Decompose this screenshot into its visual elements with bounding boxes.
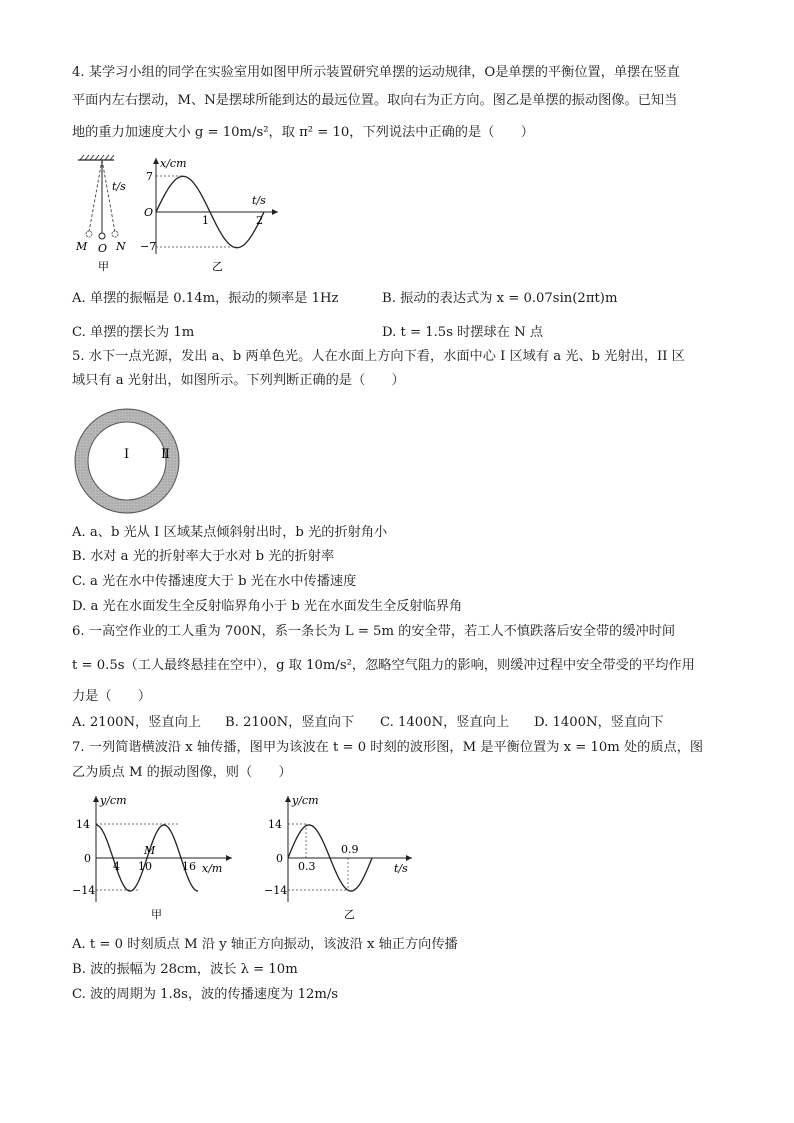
q6-stem-line1: 6. 一高空作业的工人重为 700N，系一条长为 L = 5m 的安全带，若工人不慎跌落后安全带的缓冲时间 [72,624,676,639]
q7-figure-vibration-graph [262,790,422,926]
q5-figure-light-regions [72,406,182,516]
xtick-1: 1 [202,214,209,227]
q5-option-b[interactable]: B. 水对 a 光的折射率大于水对 b 光的折射率 [72,549,335,564]
x-axis-label: t/s [252,194,266,207]
q5-option-a[interactable]: A. a、b 光从 I 区域某点倾斜射出时，b 光的折射角小 [72,525,388,540]
label-region-1: I [124,447,130,462]
q7-stem-line1: 7. 一列简谐横波沿 x 轴传播，图甲为该波在 t = 0 时刻的波形图，M 是平衡位置为 x = 10m 处的质点，图 [72,740,704,755]
xtick-2: 2 [256,214,263,227]
q6-stem-line3: 力是（ ） [72,689,152,704]
label-N: N [116,240,126,253]
ceiling-hatching [80,155,114,160]
y-axis-label: y/cm [100,794,127,807]
q4-stem-line2: 平面内左右摆动，M、N是摆球所能到达的最远位置。取向右为正方向。图乙是单摆的振动图像。已知当 [72,93,678,108]
q4-option-d[interactable]: D. t = 1.5s 时摆球在 N 点 [382,325,544,340]
y-axis-label: y/cm [292,794,319,807]
q4-option-b[interactable]: B. 振动的表达式为 x = 0.07sin(2πt)m [382,291,618,306]
ytick-14: 14 [268,818,282,831]
ytick-7: 7 [146,170,153,183]
q6-option-d[interactable]: D. 1400N，竖直向下 [534,715,664,730]
x-axis-arrow [272,209,278,215]
y-axis-arrow [285,796,291,802]
label-t: t/s [112,180,126,193]
ytick-neg14: −14 [264,884,288,897]
q7-stem-line2: 乙为质点 M 的振动图像，则（ ） [72,765,292,780]
ytick-neg14: −14 [72,884,96,897]
xtick-0-9: 0.9 [341,843,359,856]
q4-option-c[interactable]: C. 单摆的摆长为 1m [72,325,195,340]
q4-option-a[interactable]: A. 单摆的振幅是 0.14m，振动的频率是 1Hz [72,291,339,306]
q7-option-b[interactable]: B. 波的振幅为 28cm，波长 λ = 10m [72,962,298,977]
label-O: O [98,242,108,255]
q5-stem-line1: 5. 水下一点光源，发出 a、b 两单色光。人在水面上方向下看，水面中心 I 区域有 a 光、b 光射出，II 区 [72,349,685,364]
q5-stem-line2: 域只有 a 光射出，如图所示。下列判断正确的是（ ） [72,373,405,388]
x-axis-label: t/s [394,862,408,875]
q6-stem-line2: t = 0.5s（工人最终悬挂在空中），g 取 10m/s²，忽略空气阻力的影响，则缓冲过程中安全带受的平均作用 [72,658,695,673]
label-M: M [76,240,88,253]
string-left [89,160,102,232]
string-right [102,160,115,232]
origin-label: 0 [84,852,91,865]
x-axis-label: x/m [202,862,223,875]
q5-option-c[interactable]: C. a 光在水中传播速度大于 b 光在水中传播速度 [72,574,357,589]
xtick-10: 10 [138,860,152,873]
q6-option-b[interactable]: B. 2100N，竖直向下 [225,715,355,730]
xtick-4: 4 [113,860,120,873]
q4-stem-line1: 4. 某学习小组的同学在实验室用如图甲所示装置研究单摆的运动规律，O是单摆的平衡位置，单摆在竖直 [72,65,680,80]
caption-jia: 甲 [98,260,109,273]
y-axis-arrow [93,796,99,802]
ytick-neg7: −7 [140,240,157,253]
xtick-0-3: 0.3 [298,860,316,873]
q7-option-c[interactable]: C. 波的周期为 1.8s，波的传播速度为 12m/s [72,987,339,1002]
q4-figure-pendulum [72,154,148,274]
y-axis-label: x/cm [160,157,187,170]
caption-yi: 乙 [344,908,355,921]
q7-option-a[interactable]: A. t = 0 时刻质点 M 沿 y 轴正方向振动，该波沿 x 轴正方向传播 [72,937,458,952]
x-axis-arrow [406,855,412,861]
x-axis-arrow [226,855,232,861]
bob-M [86,231,92,237]
y-axis-arrow [153,158,159,164]
q5-option-d[interactable]: D. a 光在水面发生全反射临界角小于 b 光在水面发生全反射临界角 [72,599,463,614]
origin-label: 0 [276,852,283,865]
caption-jia: 甲 [151,908,162,921]
label-region-2: Ⅱ [161,447,170,462]
ytick-14: 14 [76,818,90,831]
bob-O [99,233,105,239]
q7-figure-waveform [72,790,242,926]
bob-N [112,231,118,237]
q6-option-c[interactable]: C. 1400N，竖直向上 [380,715,510,730]
label-M: M [144,844,156,857]
xtick-16: 16 [182,860,196,873]
caption-yi: 乙 [212,260,223,273]
q4-figure-vibration-graph [140,154,290,274]
origin-label: O [144,206,154,219]
q4-stem-line3: 地的重力加速度大小 g = 10m/s²，取 π² = 10，下列说法中正确的是（ ） [72,125,534,140]
q6-option-a[interactable]: A. 2100N，竖直向上 [72,715,201,730]
